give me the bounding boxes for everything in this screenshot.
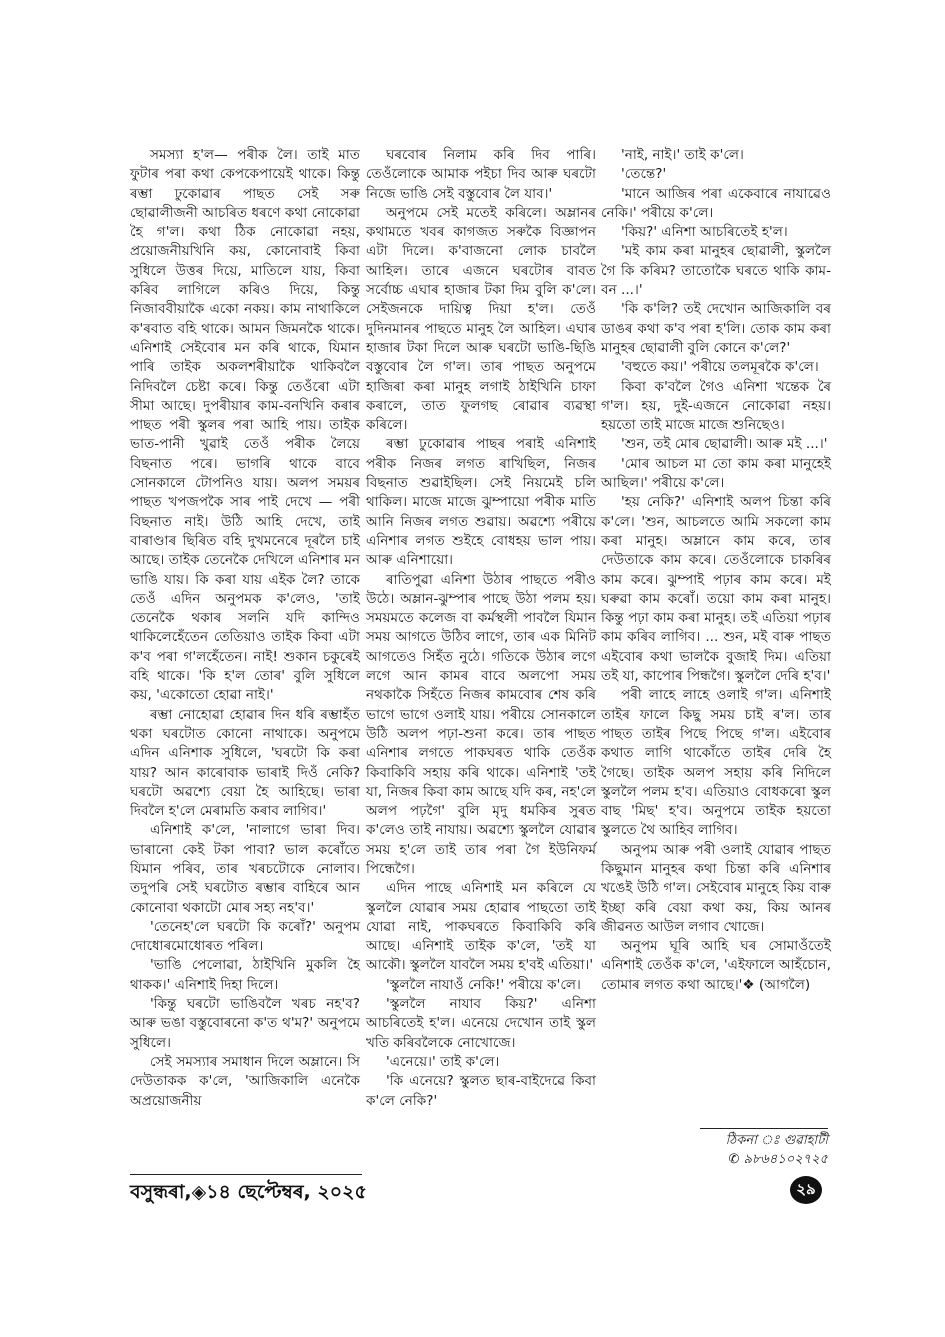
paragraph: 'স্কুললৈ নাযাব কিয়?' এনিশা আচৰিতেই হ'ল। এনেয়ে দেখোন তাই স্কুল খতি কৰিবলৈকে নোখোজে। <box>366 996 596 1051</box>
page-number: ২৯ <box>790 1176 822 1204</box>
paragraph: ৰাতিপুৱা এনিশা উঠাৰ পাছতে পৰীও উঠে। অম্লান-ঝুম্পাৰ পাছে উঠা পলম হয়। সময়মতে কলেজ বা কৰ্মস্থলী পাবলৈ যিমান সময় আগতে উঠিব লাগে, তাৰ এক মিনিট আগতেও সিহঁত নুঠে। গতিকে উঠাৰ লগে লগে আন কামৰ বাবে অলপো সময় নথকাকৈ সিহঁতে নিজৰ কামবোৰ শেষ কৰি ভাগে ভাগে ওলাই যায়। পৰীয়ে সোনকালে উঠি অলপ পঢ়া-শুনা কৰে। তাৰ পাছত এনিশাৰ লগতে পাকঘৰত থাকি তেওঁক কিবাকিবি সহায় কৰি থাকে। এনিশাই 'তই যা, নিজৰ কিবা কাম আছে যদি কৰ, নহ'লে অলপ পঢ়গৈ' বুলি মৃদু ধমকিৰ সুৰত ক'লেও তাই নাযায়। অৱশ্যে স্কুললৈ যোৱাৰ সময় হ'লে তাই তাৰ পৰা গৈ ইউনিফৰ্ম পিন্ধেগৈ। <box>366 571 596 877</box>
paragraph: এদিন পাছে এনিশাই মন কৰিলে যে স্কুললৈ যোৱাৰ সময় হোৱাৰ পাছতো তাই যোৱা নাই, পাকঘৰতে কিবাকিবি কৰি আছে। এনিশাই তাইক ক'লে, 'তই যা আকৌ। স্কুললৈ যাবলৈ সময় হ'বই এতিয়া।' <box>366 880 596 974</box>
paragraph: এনিশাই ক'লে, 'নালাগে ভাৰা দিব। ভাৰানো কেই টকা পাবা? ভাল কৰোঁতে যিমান পৰিব, তাৰ খৰচটোকে নোলাব। তদুপৰি সেই ঘৰটোত ৰম্ভাৰ বাহিৰে আন কোনোবা থকাটো মোৰ সহ্য নহ'ব।' <box>130 822 360 916</box>
paragraph: ঘৰবোৰ নিলাম কৰি দিব পাৰি। তেওঁলোকে আমাক পইচা দিব আৰু ঘৰটো নিজে ভাঙি সেই বস্তুবোৰ লৈ যাব।' <box>366 147 596 202</box>
paragraph: 'তেনেহ'লে ঘৰটো কি কৰোঁ?' অনুপম দোধোৰমোধোৰত পৰিল। <box>130 918 360 955</box>
paragraph: 'মই কাম কৰা মানুহৰ ছোৱালী, স্কুললৈ গৈ কি কৰিম? তাতোকৈ ঘৰতে থাকি কাম-বন ...।' <box>601 243 831 299</box>
paragraph: 'মোৰ আচল মা তো কাম কৰা মানুহেই আছিল।' পৰীয়ে ক'লে। <box>601 455 831 492</box>
paragraph: 'কিয়?' এনিশা আচৰিতেই হ'ল। <box>621 224 788 241</box>
paragraph: কিবা ক'বলৈ গৈও এনিশা খন্তেক ৰৈ গ'ল। হয়, দুই-এজনে নোকোৱা নহয়। হয়তো তাই মাজে মাজে শুনিছেও। <box>601 378 831 434</box>
paragraph: সমস্যা হ'ল— পৰীক লৈ। তাই মাত ফুটাৰ পৰা কথা কেপকেপায়েই থাকে। কিন্তু ৰম্ভা ঢুকোৱাৰ পাছত সেই সৰু ছোৱালীজনী আচৰিত ধৰণে কথা নোকোৱা হৈ গ'ল। কথা ঠিক নোকোৱা নহয়, প্ৰয়োজনীয়খিনি কয়, কোনোবাই কিবা সুধিলে উত্তৰ দিয়ে, মাতিলে যায়, কিবা কৰিব লাগিলে কৰিও দিয়ে, কিন্তু নিজাববীয়াকৈ একো নকয়। কাম নাথাকিলে ক'ৰবাত বহি থাকে। আমন জিমনকৈ থাকে। এনিশাই সেইবোৰ মন কৰি থাকে, যিমান পাৰি তাইক অকলশৰীয়াকৈ থাকিবলৈ নিদিবলৈ চেষ্টা কৰে। কিন্তু তেওঁৰো এটা সীমা আছে। দুপৰীয়াৰ কাম-বনখিনি কৰাৰ পাছত পৰী স্কুলৰ পৰা আহি পায়। তাইক ভাত-পানী খুৱাই তেওঁ পৰীক লৈয়ে বিছনাত পৰে। ভাগৰি থাকে বাবে সোনকালে টোপনিও যায়। অলপ সময়ৰ পাছত খপজপকৈ সাৰ পাই দেখে — পৰী বিছনাত নাই। উঠি আহি দেখে, তাই বাৰাণ্ডাৰ ছিৰিত বহি দুখমনেৰে দূৰলৈ চাই আছে। তাইক তেনেকৈ দেখিলে এনিশাৰ মন ভাঙি যায়। কি কৰা যায় এইক লৈ? তাকে তেওঁ এদিন অনুপমক ক'লেও, 'তাই তেনেকৈ থকাৰ সলনি যদি কান্দিও থাকিলেহেঁতেন তেতিয়াও তাইক কিবা এটা ক'ব পৰা গ'লহেঁতেন। নাই! শুকান চকুৰেই বহি থাকে। 'কি হ'ল তোৰ' বুলি সুধিলে কয়, 'একোতো হোৱা নাই।' <box>130 147 360 704</box>
paragraph: 'স্কুললৈ নাযাওঁ নেকি!' পৰীয়ে ক'লে। <box>386 976 581 993</box>
author-signature <box>700 1128 828 1169</box>
paragraph: সেই সমস্যাৰ সমাধান দিলে অম্লানে। সি দেউতাকক ক'লে, 'আজিকালি এনেকৈ অপ্ৰয়োজনীয় <box>130 1053 360 1109</box>
paragraph: ৰম্ভা ঢুকোৱাৰ পাছৰ পৰাই এনিশাই পৰীক নিজৰ লগত ৰাখিছিল, নিজৰ বিছনাত শুৱাইছিল। সেই নিয়মেই চলি থাকিল। মাজে মাজে ঝুম্পায়ো পৰীক মাতি আনি নিজৰ লগত শুৱায়। অৱশ্যে পৰীয়ে এনিশাৰ লগত শুইহে বোধহয় ভাল পায়। আৰু এনিশায়ো। <box>366 436 596 569</box>
author-address: ঠিকনা ঃ গুৱাহাটী <box>725 1133 828 1148</box>
paragraph: 'নাই, নাই।' তাই ক'লে। <box>621 147 744 163</box>
paragraph: অনুপম আৰু পৰী ওলাই যোৱাৰ পাছত কিছুমান মানুহৰ কথা চিন্তা কৰি এনিশাৰ খঙেই উঠি গ'ল। সেইবোৰ মানুহে কিয় বাৰু ইচ্ছা কৰি বেয়া কথা কয়, কিয় আনৰ জীৱনত আউল লগাব খোজে। <box>601 841 831 935</box>
paragraph: 'কিন্তু ঘৰটো ভাঙিবলৈ খৰচ নহ'ব? আৰু ভঙা বস্তুবোৰনো ক'ত থ'ম?' অনুপমে সুধিলে। <box>130 996 360 1051</box>
paragraph: পৰী লাহে লাহে ওলাই গ'ল। এনিশাই তাইৰ ফালে কিছু সময় চাই ৰ'ল। তাৰ পাছত তাইৰ পিছে পিছে গ'ল। এইবোৰ কথাত লাগি থাকোঁতে তাইৰ দেৰি হৈ গৈছে। তাইক অলপ সহায় কৰি নিদিলে স্কুললৈ পলম হ'ব। এতিয়াও বোধকৰো স্কুল বাছ 'মিছ' হ'ব। অনুপমে তাইক হয়তো স্কুলতে থৈ আহিব লাগিব। <box>601 687 831 839</box>
text-column-1 <box>130 146 360 1111</box>
paragraph: অনুপমে সেই মতেই কৰিলে। অম্লানৰ কথামতে খবৰ কাগজত সৰুকৈ বিজ্ঞাপন এটা দিলে। ক'বাজনো লোক চাবলৈ আহিল। তাৰে এজনে ঘৰটোৰ বাবত সৰ্বোচ্চ এঘাৰ হাজাৰ টকা দিম বুলি ক'লে। সেইজনকে দায়িত্ব দিয়া হ'ল। তেওঁ দুদিনমানৰ পাছতে মানুহ লৈ আহিল। এঘাৰ হাজাৰ টকা দিলে আৰু ঘৰটো ভাঙি-ছিঙি বস্তুবোৰ লৈ গ'ল। তাৰ পাছত অনুপমে হাজিৰা কৰা মানুহ লগাই ঠাইখিনি চাফা কৰালে, তাত ফুলগছ ৰোৱাৰ ব্যৱস্থা কৰিলে। <box>366 204 596 434</box>
author-phone: ✆ ৯৮৬৪১০২৭২৫ <box>728 1152 828 1167</box>
paragraph: 'কি ক'লি? তই দেখোন আজিকালি বৰ ডাঙৰ কথা ক'ব পৰা হ'লি। তোক কাম কৰা মানুহৰ ছোৱালী বুলি কোনে ক'লে?' <box>601 301 831 356</box>
paragraph: ৰম্ভা নোহোৱা হোৱাৰ দিন ধৰি ৰম্ভাহঁত থকা ঘৰটোত কোনো নাথাকে। অনুপমে এদিন এনিশাক সুধিলে, 'ঘৰটো কি কৰা যায়? আন কাৰোবাক ভাৰাই দিওঁ নেকি? ঘৰটো অৱশ্যে বেয়া হৈ আহিছে। ভাৰা দিবলৈ হ'লে মেৰামতি কৰাব লাগিব।' <box>130 706 360 820</box>
paragraph: 'শুন, তই মোৰ ছোৱালী। আৰু মই ...।' <box>621 436 828 453</box>
text-column-3 <box>601 146 831 995</box>
paragraph: অনুপম ঘূৰি আহি ঘৰ সোমাওঁতেই এনিশাই তেওঁক ক'লে, 'এইফালে আহঁচোন, তোমাৰ লগত কথা আছে।'❖ (আগলৈ) <box>601 938 831 993</box>
text-column-2 <box>366 146 596 1111</box>
paragraph: 'এনেয়ে।' তাই ক'লে। <box>386 1053 500 1070</box>
paragraph: 'মানে আজিৰ পৰা একেবাৰে নাযাৱেও নেকি।' পৰীয়ে ক'লে। <box>601 185 831 221</box>
paragraph: 'তেন্তে?' <box>621 166 667 183</box>
footer-divider <box>130 1174 362 1175</box>
paragraph: 'বহুতে কয়।' পৰীয়ে তলমূৰকৈ ক'লে। <box>621 359 819 376</box>
paragraph: 'কি এনেয়ে? স্কুলত ছাৰ-বাইদেৱে কিবা ক'লে নেকি?' <box>366 1073 596 1109</box>
paragraph: 'হয় নেকি?' এনিশাই অলপ চিন্তা কৰি ক'লে। 'শুন, আচলতে আমি সকলো কাম কৰা মানুহ। অম্লানে কাম কৰে, তাৰ দেউতাকে কাম কৰে। তেওঁলোকে চাকৰিৰ কাম কৰে। ঝুম্পাই পঢ়াৰ কাম কৰে। মই ঘৰুৱা কাম কৰোঁ। তয়ো কাম কৰা মানুহ। কিন্তু পঢ়া কাম কৰা মানুহ। তই এতিয়া পঢ়াৰ কাম কৰিব লাগিব। ... শুন, মই বাৰু পাছত এইবোৰ কথা ভালকৈ বুজাই দিম। এতিয়া তই যা, কাপোৰ পিন্ধগৈ। স্কুললৈ দেৰি হ'ব।' <box>601 494 831 685</box>
publication-footer: বসুন্ধৰা,◈১৪ ছেপ্টেম্বৰ, ২০২৫ <box>130 1181 367 1203</box>
paragraph: 'ভাঙি পেলোৱা, ঠাইখিনি মুকলি হৈ থাকক।' এনিশাই দিহা দিলে। <box>130 957 360 993</box>
